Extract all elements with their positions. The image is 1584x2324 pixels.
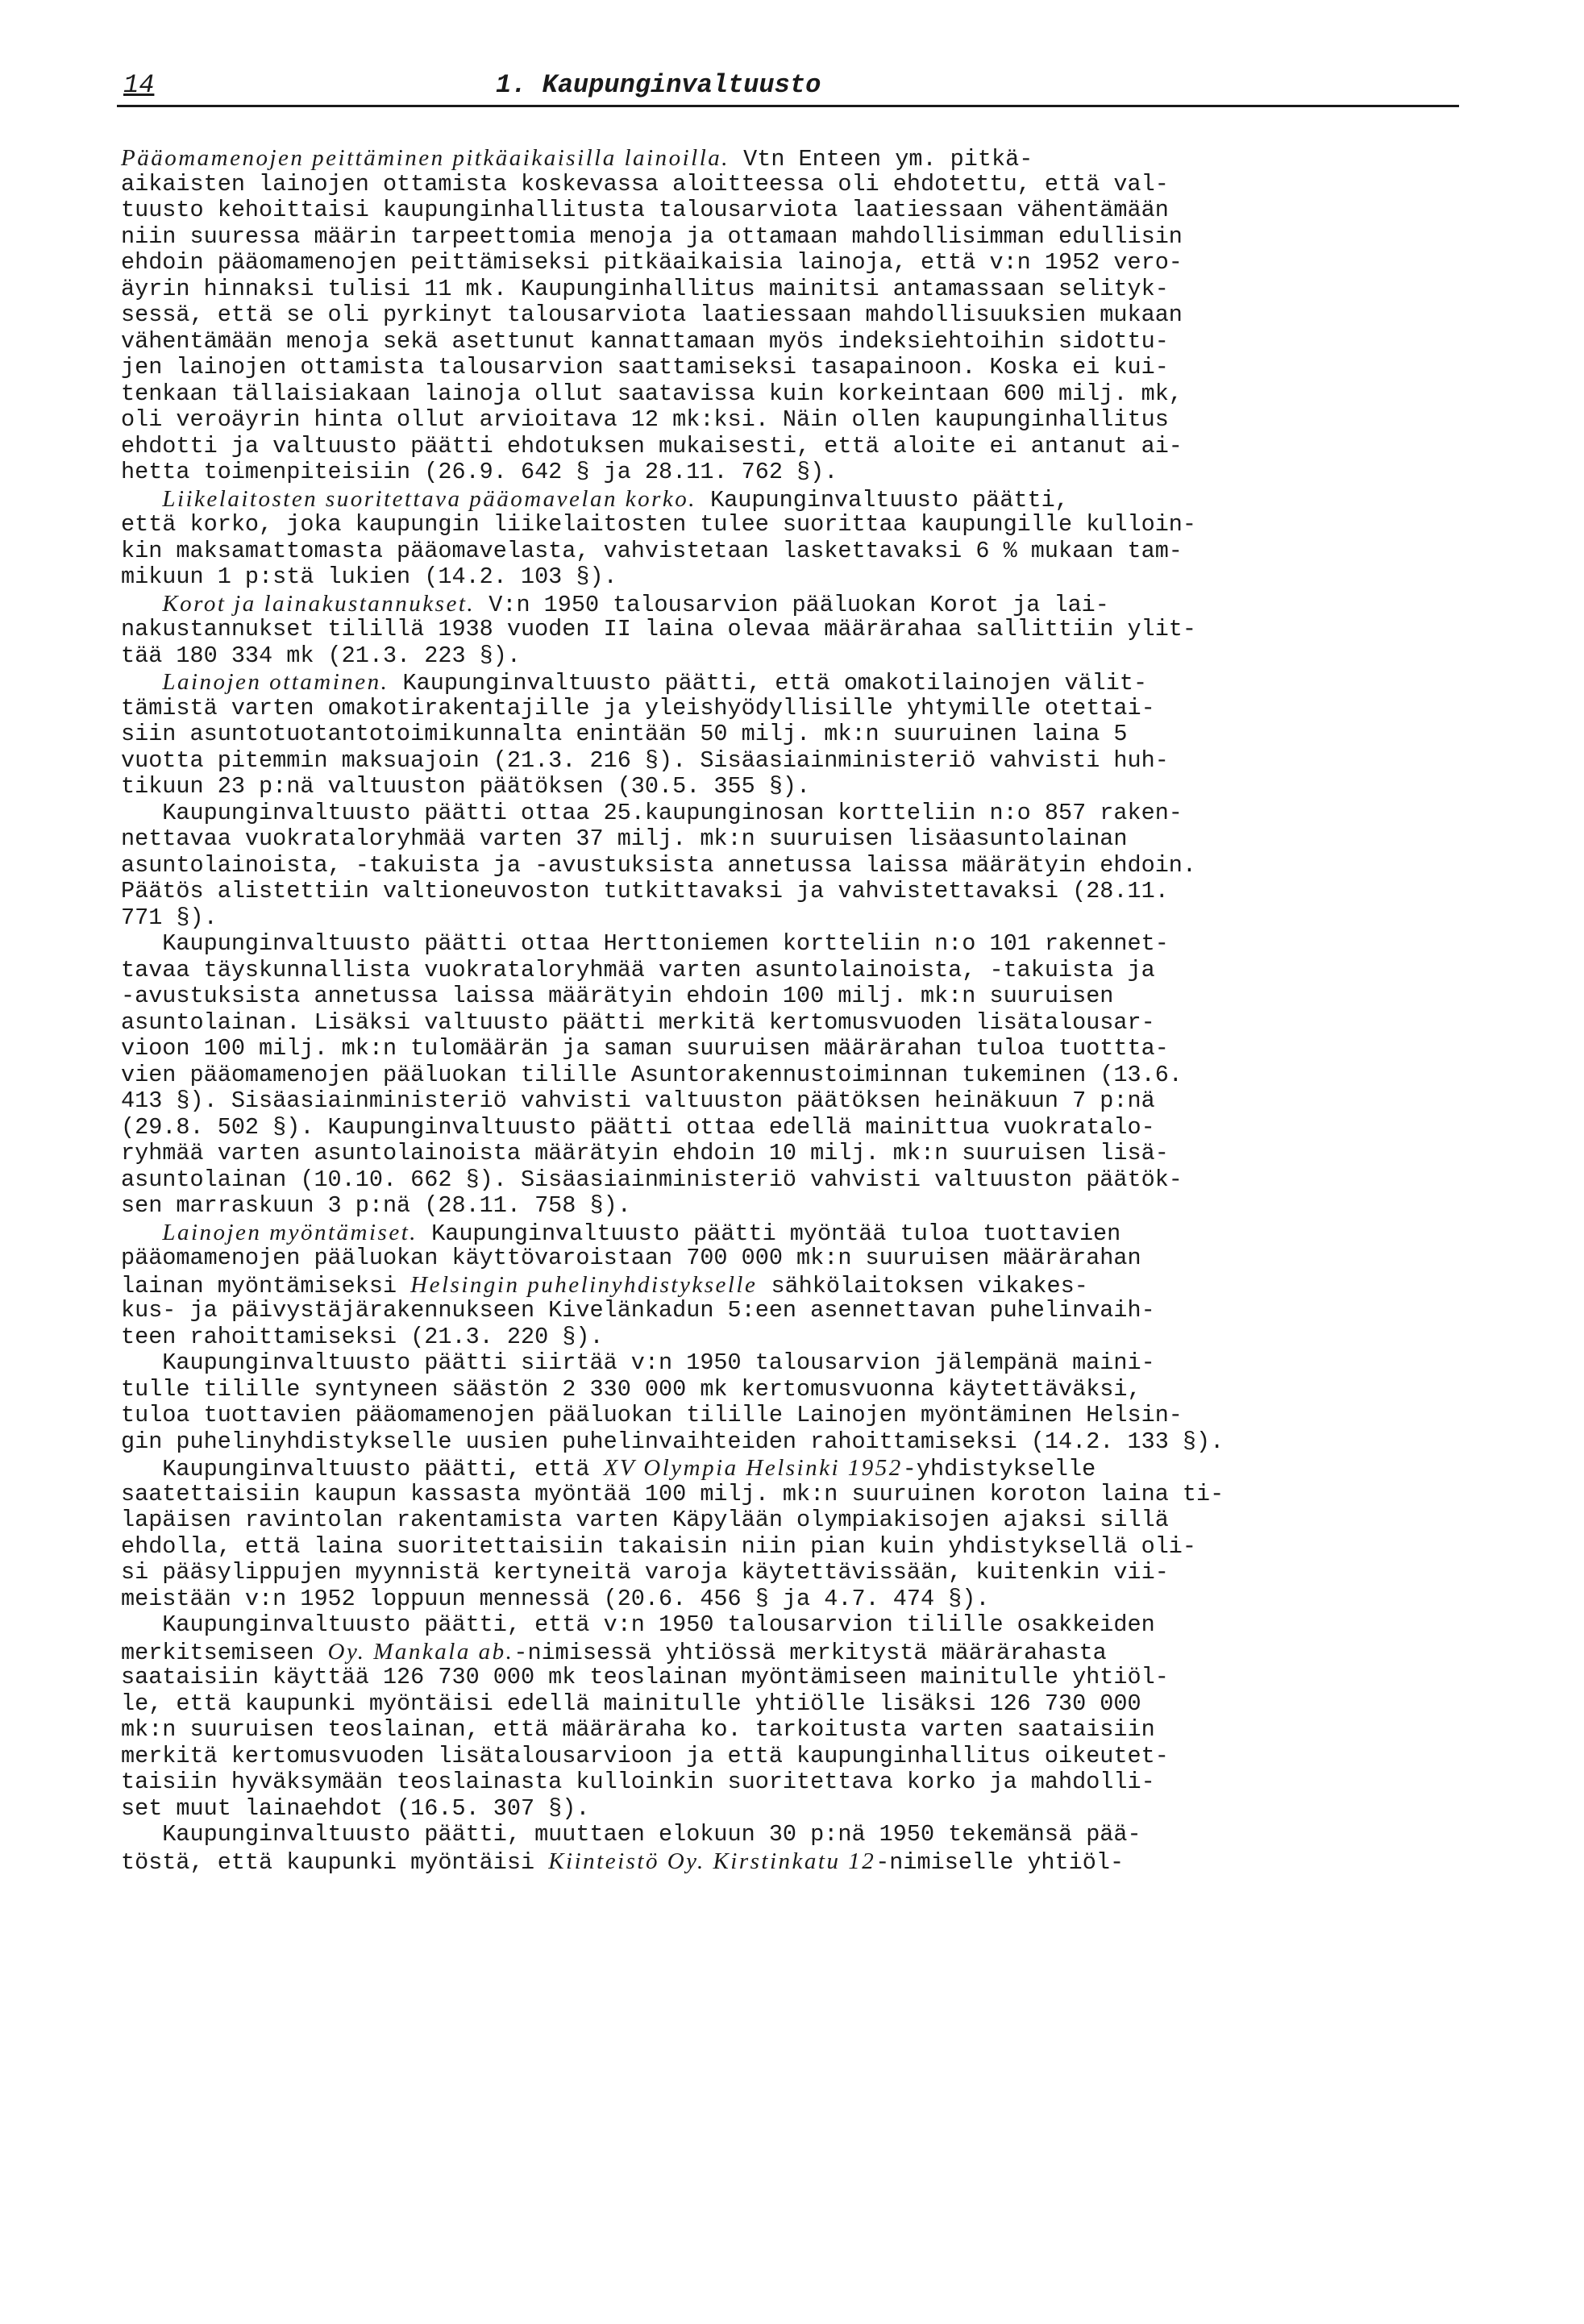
- text-line: [121, 1245, 1475, 1272]
- text-segment: tenkaan tällaisiakaan lainoja ollut saatavissa kuin korkeintaan 600 milj. mk,: [121, 380, 1183, 407]
- text-segment: tikuun 23 p:nä valtuuston päätöksen (30.5. 355 §).: [121, 773, 811, 800]
- text-line: [121, 1298, 1475, 1324]
- text-line: [121, 1088, 1475, 1115]
- text-line: [121, 800, 1475, 827]
- text-line: [121, 145, 1475, 172]
- text-segment: le, että kaupunki myöntäisi edellä mainitulle yhtiölle lisäksi 126 730 000: [121, 1690, 1141, 1717]
- text-segment: äyrin hinnaksi tulisi 11 mk. Kaupunginhallitus mainitsi antamassaan selityk-: [121, 275, 1169, 302]
- text-line: [121, 1691, 1475, 1718]
- text-segment: asuntolainoista, -takuista ja -avustuksista annetussa laissa määrätyin ehdoin.: [121, 851, 1197, 879]
- text-segment: ehdolla, että laina suoritettaisiin takaisin niin pian kuin yhdistyksellä oli-: [121, 1532, 1197, 1560]
- text-line: [121, 1482, 1475, 1508]
- text-line: [121, 983, 1475, 1010]
- text-line: [121, 407, 1475, 434]
- text-segment: nettavaa vuokrataloryhmää varten 37 milj. mk:n suuruisen lisäasuntolainan: [121, 825, 1128, 852]
- text-line: [121, 1193, 1475, 1220]
- text-segment: oli veroäyrin hinta ollut arvioitava 12 mk:ksi. Näin ollen kaupunginhallitus: [121, 406, 1169, 433]
- text-segment: Kaupunginvaltuusto päätti siirtää v:n 1950 talousarvion jälempänä maini-: [121, 1349, 1155, 1376]
- text-segment: 413 §). Sisäasiainministeriö vahvisti valtuuston päätöksen heinäkuun 7 p:nä: [121, 1087, 1155, 1114]
- text-segment: -nimiselle yhtiöl-: [875, 1848, 1125, 1876]
- text-line: [121, 1377, 1475, 1403]
- text-segment: vähentämään menoja sekä asettunut kannattamaan myös indeksiehtoihin sidottu-: [121, 327, 1169, 355]
- text-segment: Kaupunginvaltuusto päätti myöntää tuloa tuottavien: [418, 1220, 1121, 1247]
- text-line: [121, 591, 1475, 617]
- text-line: [121, 617, 1475, 643]
- text-line: [121, 1350, 1475, 1377]
- text-segment: 771 §).: [121, 904, 218, 931]
- text-line: [121, 250, 1475, 276]
- text-segment: merkitsemiseen: [121, 1639, 328, 1666]
- italic-heading-segment: Pääomamenojen peittäminen pitkäaikaisilla lainoilla.: [121, 145, 730, 171]
- text-segment: merkitä kertomusvuoden lisätalousarvioon ja että kaupunginhallitus oikeutet-: [121, 1742, 1169, 1769]
- text-line: [121, 1534, 1475, 1561]
- text-line: [121, 748, 1475, 775]
- text-segment: tuloa tuottavien pääomamenojen pääluokan tilille Lainojen myöntäminen Helsin-: [121, 1402, 1183, 1428]
- text-line: [121, 696, 1475, 722]
- text-segment: Kaupunginvaltuusto päätti, muuttaen elokuun 30 p:nä 1950 tekemänsä pää-: [121, 1821, 1141, 1848]
- text-segment: asuntolainan. Lisäksi valtuusto päätti merkitä kertomusvuoden lisätalousar-: [121, 1008, 1155, 1036]
- text-segment: sähkölaitoksen vikakes-: [757, 1272, 1088, 1299]
- text-segment: mk:n suuruisen teoslainan, että määräraha ko. tarkoitusta varten saataisiin: [121, 1716, 1155, 1743]
- text-line: [121, 512, 1475, 538]
- text-segment: -nimisessä yhtiössä merkitystä määrärahasta: [513, 1639, 1107, 1666]
- text-segment: tuusto kehoittaisi kaupunginhallitusta talousarviota laatiessaan vähentämään: [121, 197, 1169, 223]
- text-segment: tämistä varten omakotirakentajille ja yleishyödyllisille yhtymille otettai-: [121, 694, 1155, 721]
- text-segment: asuntolainan (10.10. 662 §). Sisäasiainministeriö vahvisti valtuuston päätök-: [121, 1166, 1183, 1193]
- text-line: [121, 1036, 1475, 1062]
- text-line: [121, 486, 1475, 513]
- text-line: [121, 1586, 1475, 1613]
- text-segment: Päätös alistettiin valtioneuvoston tutkittavaksi ja vahvistettavaksi (28.11.: [121, 878, 1169, 904]
- text-line: [121, 1167, 1475, 1194]
- text-segment: tulle tilille syntyneen säästön 2 330 000 mk kertomusvuonna käytettäväksi,: [121, 1375, 1141, 1403]
- italic-heading-segment: Lainojen ottaminen.: [162, 669, 389, 695]
- text-segment: si pääsylippujen myynnistä kertyneitä varoja käytettävissään, kuitenkin vii-: [121, 1559, 1169, 1586]
- text-segment: Kaupunginvaltuusto päätti, että omakotilainojen välit-: [389, 670, 1148, 696]
- text-line: [121, 538, 1475, 565]
- text-line: [121, 931, 1475, 958]
- text-line: [121, 853, 1475, 879]
- italic-heading-segment: Liikelaitosten suoritettava pääomavelan korko.: [162, 485, 696, 512]
- text-line: [121, 1141, 1475, 1167]
- text-segment: saatettaisiin kaupun kassasta myöntää 100 milj. mk:n suuruinen koroton laina ti-: [121, 1480, 1224, 1507]
- text-line: [121, 643, 1475, 670]
- text-segment: V:n 1950 talousarvion pääluokan Korot ja lai-: [475, 591, 1109, 618]
- text-line: [121, 1272, 1475, 1299]
- text-segment: saataisiin käyttää 126 730 000 mk teoslainan myöntämiseen mainitulle yhtiöl-: [121, 1664, 1169, 1690]
- text-segment: vuotta pitemmin maksuajoin (21.3. 216 §). Sisäasiainministeriö vahvisti huh-: [121, 746, 1169, 774]
- italic-heading-segment: Oy. Mankala ab.: [327, 1638, 514, 1665]
- text-line: [121, 669, 1475, 696]
- text-segment: hetta toimenpiteisiin (26.9. 642 § ja 28.11. 762 §).: [121, 459, 838, 485]
- italic-heading-segment: Lainojen myöntämiset.: [162, 1219, 418, 1245]
- italic-heading-segment: XV Olympia Helsinki 1952: [603, 1455, 903, 1481]
- text-line: [121, 1115, 1475, 1141]
- text-line: [121, 1062, 1475, 1089]
- text-line: [121, 224, 1475, 251]
- text-line: [121, 459, 1475, 486]
- text-line: [121, 1822, 1475, 1848]
- text-segment: -yhdistykselle: [902, 1456, 1096, 1482]
- text-segment: ehdotti ja valtuusto päätti ehdotuksen mukaisesti, että aloite ei antanut ai-: [121, 432, 1183, 459]
- text-segment: [121, 670, 162, 696]
- text-line: [121, 774, 1475, 800]
- text-line: [121, 1324, 1475, 1351]
- text-segment: kus- ja päivystäjärakennukseen Kivelänkadun 5:een asennettavan puhelinvaih-: [121, 1297, 1155, 1324]
- text-line: [121, 1455, 1475, 1482]
- text-segment: teen rahoittamiseksi (21.3. 220 §).: [121, 1323, 604, 1350]
- text-segment: sessä, että se oli pyrkinyt talousarviota laatiessaan mahdollisuuksien mukaan: [121, 301, 1183, 328]
- text-line: [121, 381, 1475, 408]
- body-text: [121, 145, 1475, 1874]
- text-line: [121, 355, 1475, 381]
- text-segment: ryhmää varten asuntolainoista määrätyin ehdoin 10 milj. mk:n suuruisen lisä-: [121, 1140, 1169, 1166]
- text-line: [121, 276, 1475, 303]
- text-segment: Kaupunginvaltuusto päätti ottaa Herttoniemen kortteliin n:o 101 rakennet-: [121, 930, 1169, 957]
- text-segment: töstä, että kaupunki myöntäisi: [121, 1848, 549, 1876]
- italic-heading-segment: Helsingin puhelinyhdistykselle: [410, 1271, 758, 1298]
- text-segment: Kaupunginvaltuusto päätti ottaa 25.kaupunginosan kortteliin n:o 857 raken-: [121, 799, 1183, 826]
- text-segment: vioon 100 milj. mk:n tulomäärän ja saman suuruisen määrärahan tuloa tuottta-: [121, 1035, 1169, 1062]
- text-segment: vien pääomamenojen pääluokan tilille Asuntorakennustoiminnan tukeminen (13.6.: [121, 1061, 1183, 1088]
- text-segment: Vtn Enteen ym. pitkä-: [730, 146, 1033, 173]
- text-segment: aikaisten lainojen ottamista koskevassa aloitteessa oli ehdotettu, että val-: [121, 170, 1169, 197]
- text-segment: kin maksamattomasta pääomavelasta, vahvistetaan laskettavaksi 6 % mukaan tam-: [121, 537, 1183, 564]
- text-segment: Kaupunginvaltuusto päätti, että: [121, 1456, 604, 1482]
- text-segment: tää 180 334 mk (21.3. 223 §).: [121, 642, 521, 669]
- text-line: [121, 1612, 1475, 1639]
- text-line: [121, 1010, 1475, 1037]
- text-line: [121, 879, 1475, 905]
- page-number: 14: [123, 70, 155, 100]
- page-header: [117, 69, 1459, 107]
- text-line: [121, 958, 1475, 984]
- text-line: [121, 1639, 1475, 1665]
- text-segment: taisiin hyväksymään teoslainasta kulloinkin suoritettava korko ja mahdolli-: [121, 1769, 1155, 1795]
- text-line: [121, 1769, 1475, 1796]
- text-segment: -avustuksista annetussa laissa määrätyin ehdoin 100 milj. mk:n suuruisen: [121, 983, 1114, 1009]
- italic-heading-segment: Korot ja lainakustannukset.: [162, 590, 476, 617]
- text-segment: ehdoin pääomamenojen peittämiseksi pitkäaikaisia lainoja, että v:n 1952 vero-: [121, 249, 1183, 276]
- text-segment: Kaupunginvaltuusto päätti,: [696, 486, 1069, 513]
- text-segment: Kaupunginvaltuusto päätti, että v:n 1950 talousarvion tilille osakkeiden: [121, 1611, 1155, 1638]
- text-line: [121, 826, 1475, 853]
- text-line: [121, 434, 1475, 460]
- text-line: [121, 197, 1475, 224]
- text-line: [121, 302, 1475, 329]
- text-segment: lainan myöntämiseksi: [121, 1272, 411, 1299]
- text-segment: niin suuressa määrin tarpeettomia menoja ja ottamaan mahdollisimman edullisin: [121, 222, 1183, 250]
- text-line: [121, 1665, 1475, 1691]
- text-line: [121, 1220, 1475, 1246]
- text-line: [121, 1717, 1475, 1744]
- text-segment: sen marraskuun 3 p:nä (28.11. 758 §).: [121, 1192, 631, 1219]
- text-segment: jen lainojen ottamista talousarvion saattamiseksi tasapainoon. Koska ei kui-: [121, 354, 1169, 380]
- text-segment: meistään v:n 1952 loppuun mennessä (20.6. 456 § ja 4.7. 474 §).: [121, 1585, 990, 1612]
- italic-heading-segment: Kiinteistö Oy. Kirstinkatu 12: [548, 1848, 876, 1874]
- running-title: 1. Kaupunginvaltuusto: [496, 70, 821, 100]
- text-line: [121, 1560, 1475, 1586]
- text-segment: että korko, joka kaupungin liikelaitosten tulee suorittaa kaupungille kulloin-: [121, 511, 1197, 538]
- text-line: [121, 905, 1475, 932]
- text-segment: gin puhelinyhdistykselle uusien puhelinvaihteiden rahoittamiseksi (14.2. 133 §).: [121, 1428, 1224, 1455]
- text-segment: set muut lainaehdot (16.5. 307 §).: [121, 1794, 590, 1822]
- text-line: [121, 1796, 1475, 1823]
- text-line: [121, 1403, 1475, 1429]
- text-line: [121, 1848, 1475, 1875]
- text-segment: nakustannukset tilillä 1938 vuoden II laina olevaa määrärahaa sallittiin ylit-: [121, 616, 1197, 642]
- text-line: [121, 721, 1475, 748]
- text-line: [121, 172, 1475, 198]
- text-line: [121, 564, 1475, 591]
- text-line: [121, 1429, 1475, 1456]
- text-segment: [121, 1220, 162, 1247]
- text-segment: tavaa täyskunnallista vuokrataloryhmää varten asuntolainoista, -takuista ja: [121, 956, 1155, 983]
- text-segment: [121, 592, 162, 618]
- text-segment: lapäisen ravintolan rakentamista varten Käpylään olympiakisojen ajaksi sillä: [121, 1507, 1169, 1533]
- text-line: [121, 1507, 1475, 1534]
- text-segment: [121, 487, 162, 513]
- text-segment: mikuun 1 p:stä lukien (14.2. 103 §).: [121, 563, 617, 590]
- text-segment: siin asuntotuotantotoimikunnalta enintään 50 milj. mk:n suuruinen laina 5: [121, 721, 1128, 747]
- text-segment: pääomamenojen pääluokan käyttövaroistaan 700 000 mk:n suuruisen määrärahan: [121, 1245, 1141, 1271]
- text-line: [121, 329, 1475, 355]
- text-line: [121, 1744, 1475, 1770]
- text-segment: (29.8. 502 §). Kaupunginvaltuusto päätti ottaa edellä mainittua vuokratalo-: [121, 1113, 1155, 1141]
